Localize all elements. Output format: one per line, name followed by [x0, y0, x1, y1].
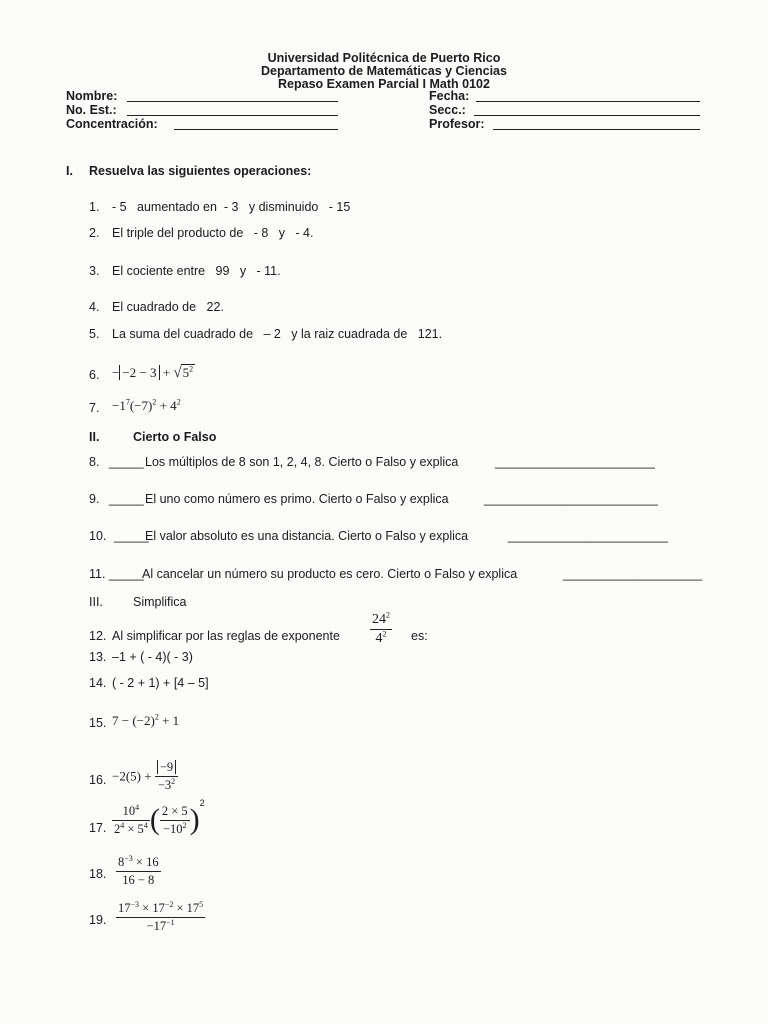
item-5-text: La suma del cuadrado de – 2 y la raiz cuadrada de 121. [112, 327, 443, 341]
department-title: Departamento de Matemáticas y Ciencias [261, 64, 507, 78]
item-12-fraction: $\frac{24^2}{4^2}$ [372, 610, 390, 646]
item-2-number: 2. [89, 226, 100, 240]
item-1-number: 1. [89, 200, 100, 214]
no-est-label: No. Est.: [66, 103, 117, 117]
item-2-text: El triple del producto de - 8 y - 4. [112, 226, 314, 240]
item-1-text: - 5 aumentado en - 3 y disminuido - 15 [112, 200, 351, 214]
section-3-numeral: III. [89, 595, 103, 609]
item-14-number: 14. [89, 676, 107, 690]
fecha-line[interactable] [476, 101, 700, 102]
item-15-number: 15. [89, 716, 107, 730]
item-4-number: 4. [89, 300, 100, 314]
item-16-expression: −2(5) + $\frac{-9}{-3^2}$ [112, 760, 178, 793]
item-12-number: 12. [89, 629, 107, 643]
item-19-expression: $\frac{17^{-3} \times 17^{-2} \times 17^5}{-17^{-1}}$ [118, 899, 204, 933]
university-title: Universidad Politécnica de Puerto Rico [267, 51, 501, 65]
exam-title: Repaso Examen Parcial I Math 0102 [278, 77, 490, 91]
profesor-label: Profesor: [429, 117, 485, 131]
item-8-number: 8. [89, 455, 100, 469]
item-8-explain-line[interactable]: _______________________ [495, 455, 655, 469]
concentracion-label: Concentración: [66, 117, 158, 131]
section-3-title: Simplifica [133, 595, 187, 609]
section-2-title: Cierto o Falso [133, 430, 217, 444]
item-3-text: El cociente entre 99 y - 11. [112, 264, 281, 278]
concentracion-line[interactable] [174, 129, 338, 130]
item-4-text: El cuadrado de 22. [112, 300, 224, 314]
item-10-number: 10. [89, 529, 107, 543]
item-17-expression: $\frac{10^4}{2^4 \times 5^4}$ ( $\frac{2 \times 5}{-10^2}$ )$^2$ [114, 798, 205, 836]
item-10-explain-line[interactable]: _______________________ [508, 529, 668, 543]
item-8-blank[interactable]: _____ [109, 455, 144, 469]
item-7-expression: $-1^7(-7)^2 + 4^2$ [112, 397, 181, 413]
item-9-explain-line[interactable]: _________________________ [484, 492, 658, 506]
item-5-number: 5. [89, 327, 100, 341]
item-16-number: 16. [89, 773, 107, 787]
item-11-explain-line[interactable]: ____________________ [563, 567, 703, 581]
item-19-number: 19. [89, 913, 107, 927]
item-9-text: El uno como número es primo. Cierto o Falso y explica [145, 492, 449, 506]
item-11-number: 11. [89, 567, 106, 581]
section-1-title: Resuelva las siguientes operaciones: [89, 164, 312, 178]
secc-line[interactable] [474, 115, 700, 116]
item-15-expression: $7 - (-2)^2 + 1$ [112, 712, 180, 728]
item-8-text: Los múltiplos de 8 son 1, 2, 4, 8. Cierto o Falso y explica [145, 455, 459, 469]
section-1-numeral: I. [66, 164, 73, 178]
no-est-line[interactable] [127, 115, 338, 116]
fecha-label: Fecha: [429, 89, 470, 103]
item-11-blank[interactable]: _____ [109, 567, 144, 581]
item-9-number: 9. [89, 492, 100, 506]
nombre-label: Nombre: [66, 89, 118, 103]
item-10-blank[interactable]: _____ [114, 529, 149, 543]
item-17-number: 17. [89, 821, 107, 835]
item-9-blank[interactable]: _____ [109, 492, 144, 506]
item-6-expression: − $-2 - 3 + √5^2$ [112, 364, 194, 381]
section-2-numeral: II. [89, 430, 100, 444]
item-14-text: ( - 2 + 1) + [4 – 5] [112, 676, 209, 690]
secc-label: Secc.: [429, 103, 466, 117]
item-18-number: 18. [89, 867, 107, 881]
item-7-number: 7. [89, 401, 100, 415]
item-3-number: 3. [89, 264, 100, 278]
item-6-number: 6. [89, 368, 100, 382]
profesor-line[interactable] [493, 129, 700, 130]
item-13-number: 13. [89, 650, 107, 664]
item-10-text: El valor absoluto es una distancia. Cierto o Falso y explica [145, 529, 469, 543]
item-13-text: –1 + ( - 4)( - 3) [112, 650, 193, 664]
item-18-expression: $\frac{8^{-3} \times 16}{16 - 8}$ [118, 853, 159, 887]
item-12-text: Al simplificar por las reglas de exponente [112, 629, 340, 643]
item-11-text: Al cancelar un número su producto es cero. Cierto o Falso y explica [142, 567, 518, 581]
item-12-suffix: es: [411, 629, 428, 643]
nombre-line[interactable] [127, 101, 338, 102]
